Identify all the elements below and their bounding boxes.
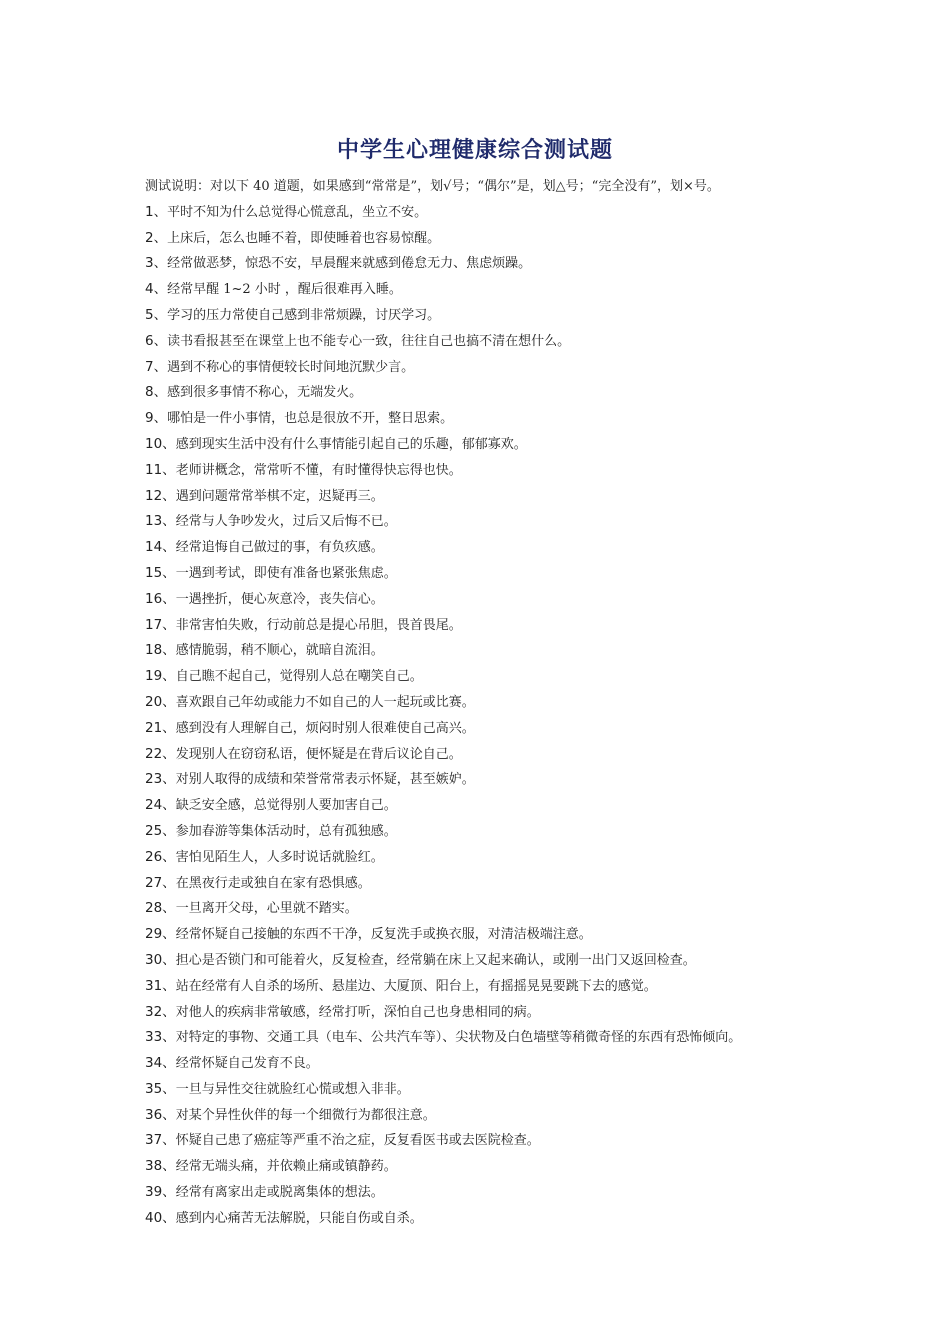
question-text: 经常怀疑自己发育不良。 bbox=[175, 1056, 319, 1072]
question-text: 对他人的疾病非常敏感，经常打听，深怕自己也身患相同的病。 bbox=[175, 1004, 540, 1020]
question-item bbox=[145, 535, 810, 561]
question-text: 一旦离开父母，心里就不踏实。 bbox=[175, 901, 358, 917]
question-number: 17、 bbox=[145, 616, 176, 633]
question-number: 15、 bbox=[145, 564, 176, 581]
question-item bbox=[145, 251, 810, 277]
question-number: 29、 bbox=[145, 926, 176, 943]
question-number: 1、 bbox=[145, 203, 168, 220]
question-item bbox=[145, 1103, 810, 1129]
question-number: 7、 bbox=[145, 358, 168, 375]
question-number: 34、 bbox=[145, 1055, 176, 1072]
question-number: 14、 bbox=[145, 539, 176, 556]
question-item bbox=[145, 871, 810, 897]
question-item bbox=[145, 1000, 810, 1026]
question-text: 经常做恶梦，惊恐不安，早晨醒来就感到倦怠无力、焦虑烦躁。 bbox=[167, 256, 532, 272]
question-number: 39、 bbox=[145, 1184, 176, 1201]
question-text: 感到没有人理解自己，烦闷时别人很难使自己高兴。 bbox=[175, 720, 475, 736]
question-item bbox=[145, 793, 810, 819]
question-text: 感到现实生活中没有什么事情能引起自己的乐趣，郁郁寡欢。 bbox=[175, 436, 527, 452]
question-text: 缺乏安全感，总觉得别人要加害自己。 bbox=[175, 798, 397, 814]
question-item bbox=[145, 922, 810, 948]
question-number: 28、 bbox=[145, 900, 176, 917]
question-number: 3、 bbox=[145, 255, 168, 272]
question-number: 12、 bbox=[145, 487, 176, 504]
question-item bbox=[145, 1180, 810, 1206]
question-number: 5、 bbox=[145, 306, 168, 323]
question-text: 喜欢跟自己年幼或能力不如自己的人一起玩或比赛。 bbox=[175, 694, 475, 710]
question-text: 对别人取得的成绩和荣誉常常表示怀疑，甚至嫉妒。 bbox=[175, 772, 475, 788]
question-text: 学习的压力常使自己感到非常烦躁，讨厌学习。 bbox=[167, 307, 441, 323]
question-text: 一旦与异性交往就脸红心慌或想入非非。 bbox=[175, 1081, 410, 1097]
question-text: 经常早醒 1~2 小时 ，醒后很难再入睡。 bbox=[167, 282, 402, 298]
question-number: 30、 bbox=[145, 951, 176, 968]
document-title: 中学生心理健康综合测试题 bbox=[336, 138, 613, 163]
question-number: 33、 bbox=[145, 1029, 176, 1046]
question-number: 9、 bbox=[145, 410, 168, 427]
question-number: 36、 bbox=[145, 1106, 176, 1123]
question-item bbox=[145, 406, 810, 432]
question-text: 感情脆弱，稍不顺心，就暗自流泪。 bbox=[175, 643, 384, 659]
question-item bbox=[145, 716, 810, 742]
question-text: 在黑夜行走或独自在家有恐惧感。 bbox=[175, 875, 371, 891]
question-text: 哪怕是一件小事情，也总是很放不开，整日思索。 bbox=[167, 411, 454, 427]
question-text: 一遇挫折，便心灰意冷，丧失信心。 bbox=[175, 591, 384, 607]
question-number: 8、 bbox=[145, 384, 168, 401]
question-item bbox=[145, 742, 810, 768]
question-item bbox=[145, 896, 810, 922]
question-item bbox=[145, 329, 810, 355]
question-item bbox=[145, 948, 810, 974]
question-text: 经常与人争吵发火，过后又后悔不已。 bbox=[175, 514, 397, 530]
question-item bbox=[145, 974, 810, 1000]
question-number: 6、 bbox=[145, 332, 168, 349]
question-number: 25、 bbox=[145, 822, 176, 839]
question-text: 经常怀疑自己接触的东西不干净，反复洗手或换衣服，对清洁极端注意。 bbox=[175, 927, 592, 943]
question-number: 21、 bbox=[145, 719, 176, 736]
question-text: 参加春游等集体活动时，总有孤独感。 bbox=[175, 823, 397, 839]
question-number: 10、 bbox=[145, 435, 176, 452]
question-number: 18、 bbox=[145, 642, 176, 659]
document-body bbox=[145, 175, 810, 1232]
question-text: 非常害怕失败，行动前总是提心吊胆，畏首畏尾。 bbox=[175, 617, 462, 633]
question-item bbox=[145, 664, 810, 690]
question-item bbox=[145, 561, 810, 587]
question-number: 23、 bbox=[145, 771, 176, 788]
question-item bbox=[145, 767, 810, 793]
question-text: 感到内心痛苦无法解脱，只能自伤或自杀。 bbox=[175, 1210, 423, 1226]
question-text: 读书看报甚至在课堂上也不能专心一致，往往自己也搞不清在想什么。 bbox=[167, 333, 571, 349]
question-item bbox=[145, 613, 810, 639]
question-item bbox=[145, 1154, 810, 1180]
question-text: 对特定的事物、交通工具（电车、公共汽车等）、尖状物及白色墙壁等稍微奇怪的东西有恐怖倾向。 bbox=[175, 1030, 742, 1046]
question-item bbox=[145, 1206, 810, 1232]
question-item bbox=[145, 509, 810, 535]
question-item bbox=[145, 1077, 810, 1103]
question-item bbox=[145, 380, 810, 406]
question-number: 13、 bbox=[145, 513, 176, 530]
question-text: 遇到不称心的事情便较长时间地沉默少言。 bbox=[167, 359, 415, 375]
question-text: 感到很多事情不称心，无端发火。 bbox=[167, 385, 363, 401]
question-number: 38、 bbox=[145, 1158, 176, 1175]
question-number: 20、 bbox=[145, 693, 176, 710]
question-number: 26、 bbox=[145, 848, 176, 865]
question-number: 2、 bbox=[145, 229, 168, 246]
question-item bbox=[145, 355, 810, 381]
question-item bbox=[145, 226, 810, 252]
question-text: 怀疑自己患了癌症等严重不治之症，反复看医书或去医院检查。 bbox=[175, 1133, 540, 1149]
question-text: 经常追悔自己做过的事，有负疚感。 bbox=[175, 540, 384, 556]
question-item bbox=[145, 1051, 810, 1077]
question-number: 19、 bbox=[145, 668, 176, 685]
question-item bbox=[145, 587, 810, 613]
question-number: 37、 bbox=[145, 1132, 176, 1149]
question-item bbox=[145, 484, 810, 510]
test-instructions: 测试说明：对以下 40 道题，如果感到“常常是”，划√号；“偶尔”是，划△号；“完全没有”，划×号。 bbox=[145, 179, 720, 194]
question-text: 经常有离家出走或脱离集体的想法。 bbox=[175, 1185, 384, 1201]
question-item bbox=[145, 638, 810, 664]
question-number: 4、 bbox=[145, 281, 168, 298]
question-item bbox=[145, 819, 810, 845]
question-number: 32、 bbox=[145, 1003, 176, 1020]
question-item bbox=[145, 432, 810, 458]
question-number: 16、 bbox=[145, 590, 176, 607]
question-item bbox=[145, 458, 810, 484]
question-number: 31、 bbox=[145, 977, 176, 994]
question-text: 担心是否锁门和可能着火，反复检查，经常躺在床上又起来确认，或刚一出门又返回检查。 bbox=[175, 952, 696, 968]
question-text: 经常无端头痛，并依赖止痛或镇静药。 bbox=[175, 1159, 397, 1175]
question-number: 24、 bbox=[145, 797, 176, 814]
question-text: 平时不知为什么总觉得心慌意乱，坐立不安。 bbox=[167, 204, 428, 220]
question-list bbox=[145, 200, 810, 1232]
question-text: 发现别人在窃窃私语，便怀疑是在背后议论自己。 bbox=[175, 746, 462, 762]
question-number: 22、 bbox=[145, 745, 176, 762]
question-text: 自己瞧不起自己，觉得别人总在嘲笑自己。 bbox=[175, 669, 423, 685]
question-item bbox=[145, 690, 810, 716]
question-text: 害怕见陌生人，人多时说话就脸红。 bbox=[175, 849, 384, 865]
question-text: 站在经常有人自杀的场所、悬崖边、大厦顶、阳台上，有摇摇晃晃要跳下去的感觉。 bbox=[175, 978, 657, 994]
question-item bbox=[145, 303, 810, 329]
question-number: 40、 bbox=[145, 1209, 176, 1226]
question-text: 上床后，怎么也睡不着，即使睡着也容易惊醒。 bbox=[167, 230, 441, 246]
question-item bbox=[145, 845, 810, 871]
question-number: 35、 bbox=[145, 1080, 176, 1097]
question-text: 老师讲概念，常常听不懂，有时懂得快忘得也快。 bbox=[175, 462, 462, 478]
question-text: 对某个异性伙伴的每一个细微行为都很注意。 bbox=[175, 1107, 436, 1123]
question-item bbox=[145, 1128, 810, 1154]
question-item bbox=[145, 277, 810, 303]
question-item bbox=[145, 200, 810, 226]
question-text: 遇到问题常常举棋不定，迟疑再三。 bbox=[175, 488, 384, 504]
question-item bbox=[145, 1025, 810, 1051]
question-number: 11、 bbox=[145, 461, 176, 478]
question-number: 27、 bbox=[145, 874, 176, 891]
question-text: 一遇到考试，即使有准备也紧张焦虑。 bbox=[175, 565, 397, 581]
